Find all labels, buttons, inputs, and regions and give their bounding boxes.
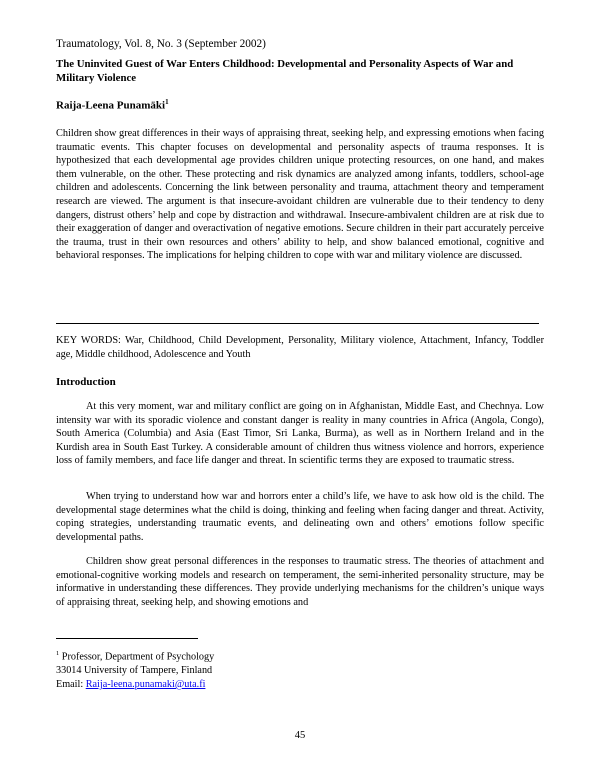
email-link[interactable]: Raija-leena.punamaki@uta.fi xyxy=(85,678,206,690)
section-divider xyxy=(56,323,539,324)
footnote-email-label: Email: xyxy=(56,678,86,690)
introduction-paragraph-1: At this very moment, war and military conflict are going on in Afghanistan, Middle East, and Chechnya. Low intensity war with its sporadic violence and constant danger is reality in many countries in Africa (Angola, Congo), South America (Columbia) and Asia (East Timor, Sri Lanka, Burma), as well as in Northern Ireland and in the Kurdish area in South East Turkey. A considerable amount of children thus witness violence and horrors, experience loss of family members, and face life danger and threat. In scientific terms they are exposed to traumatic stress. xyxy=(56,401,544,467)
footnote-department: Professor, Department of Psychology xyxy=(59,651,215,663)
abstract: Children show great differences in their ways of appraising threat, seeking help, and expressing emotions when facing traumatic events. This chapter focuses on developmental and personality aspects of trauma responses. It is hypothesized that each developmental age provides children unique protecting resources, on one hand, and makes them vulnerable, on the other. These protecting and risk dynamics are analyzed among infants, toddlers, school-age children and adolescents. Concerning the link between personality and trauma, attachment theory and temperament research are viewed. The argument is that insecure-avoidant children are vulnerable due to their tendency to deny dangers, distrust others’ help and cope by distraction and withdrawal. Insecure-ambivalent children are at risk due to their exaggeration of danger and overactivation of negative emotions. Secure children in their part accurately perceive the trauma, trust in their own resources and others’ ability to help, and show balanced emotional, cognitive and behavioral responses. The implications for helping children to cope with war and military violence are discussed. xyxy=(56,128,544,262)
footnote-mark: 1 xyxy=(56,650,60,657)
article-title: The Uninvited Guest of War Enters Childhood: Developmental and Personality Aspects of War and Military Violence xyxy=(56,58,514,84)
keywords: KEY WORDS: War, Childhood, Child Development, Personality, Military violence, Attachment, Infancy, Toddler age, Middle childhood, Adolescence and Youth xyxy=(56,335,544,360)
introduction-paragraph-2: When trying to understand how war and horrors enter a child’s life, we have to ask how old is the child. The developmental stage determines what the child is doing, thinking and feeling when facing danger and threat. Activity, coping strategies, understanding traumatic events, and delineating own and others’ emotions follow specific developmental paths. xyxy=(56,491,544,543)
introduction-paragraph-3: Children show great personal differences in the responses to traumatic stress. The theories of attachment and emotional-cognitive working models and research on temperament, the semi-inherited personality structure, may be informative in understanding these differences. They provide underlying mechanisms for the children’s unique ways of appraising threat, seeking help, and showing emotions and xyxy=(56,556,544,608)
footnote-divider xyxy=(56,638,198,639)
footnote-email-line xyxy=(56,678,214,692)
author-footnote-mark: 1 xyxy=(165,98,169,106)
author-name: Raija-Leena Punamäki xyxy=(56,99,166,112)
author-line xyxy=(56,98,169,112)
introduction-heading: Introduction xyxy=(56,376,116,388)
footnote-affiliation xyxy=(56,647,214,664)
footnote xyxy=(56,647,214,692)
journal-citation: Traumatology, Vol. 8, No. 3 (September 2002) xyxy=(56,38,266,50)
footnote-address: 33014 University of Tampere, Finland xyxy=(56,665,213,677)
page-number: 45 xyxy=(294,730,306,741)
